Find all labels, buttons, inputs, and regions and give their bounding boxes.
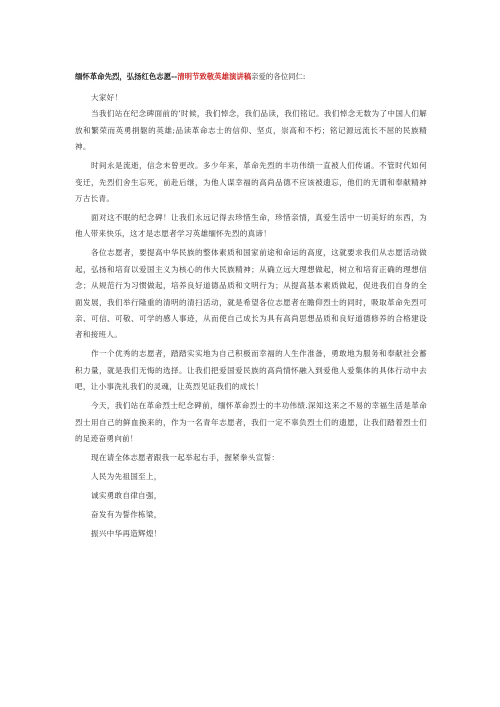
paragraph-7: 现在请全体志愿者跟我一起举起右手，握紧拳头宣誓： — [91, 453, 280, 463]
paragraph-2: 时间永是流逝，信念未曾更改。多少年来，革命先烈的丰功伟绩一直被人们传诵。不管时代如何变迁，先烈们舍生忘死，前赴后继，为他人谋幸福的高尚品德不应该被遗忘，他们的无谓和奉献精神万古长青。 — [75, 161, 427, 204]
document-title — [75, 71, 427, 82]
oath-line-3: 奋发有为誓作栋梁， — [91, 510, 162, 520]
title-salutation: 亲爱的各位同仁: — [251, 72, 306, 81]
oath-line-1: 人民为先祖国至上， — [91, 472, 162, 482]
paragraph-3: 面对这不眠的纪念碑！让我们永远记得去珍惜生命，珍惜亲情，真爱生活中一切美好的东西，为他人带来快乐，这才是志愿者学习英雄缅怀先烈的真谛！ — [75, 213, 427, 239]
oath-line-4: 振兴中华再造辉煌！ — [91, 529, 162, 539]
title-highlight: 清明节致敬英雄演讲稿 — [177, 72, 252, 81]
paragraph-6: 今天，我们站在革命烈士纪念碑前，缅怀革命烈士的丰功伟绩.深知这来之不易的幸福生活是革命烈士用自己的鲜血换来的，作为一名青年志愿者，我们一定不辜负烈士们的遗愿，让我们踏着烈士们的足迹奋勇向前！ — [75, 401, 427, 444]
greeting: 大家好！ — [91, 93, 123, 102]
oath-line-2: 诚实勇敢自律自强， — [91, 491, 162, 501]
paragraph-5: 作一个优秀的志愿者，踏踏实实地为自己积极而幸福的人生作准备，勇敢地为服务和奉献社会蓄积力量，就是我们无悔的选择。让我们把爱国爱民族的高尚情怀融入到爱他人爱集体的具体行动中去吧，让小事洗礼我们的灵魂，让英烈见证我们的成长！ — [75, 349, 427, 392]
paragraph-4: 各位志愿者，要提高中华民族的整体素质和国家前途和命运的高度，这就要求我们从志愿活动做起，弘扬和培育以爱国主义为核心的伟大民族精神；从确立远大理想做起，树立和培育正确的理想信念；从规范行为习惯做起，培养良好道德品质和文明行为；从提高基本素质做起，促进我们自身的全面发展，我们举行隆重的清明的清扫活动，就是希望各位志愿者在瞻仰烈士的同时，吸取革命先烈可亲、可信、可敬、可学的感人事迹，从而使自己成长为具有高尚思想品质和良好道德修养的合格建设者和接班人。 — [75, 248, 427, 340]
paragraph-1: 当我们站在纪念碑面前的’时候，我们悼念，我们品读，我们铭记。我们悼念无数为了中国人们解放和繁荣而英勇捐躯的英雄;品读革命志士的信仰、坚贞，崇高和不朽；铭记源远流长不屈的民族精神。 — [75, 109, 427, 152]
document-page — [75, 71, 427, 545]
title-main: 缅怀革命先烈，弘扬红色志愿-- — [75, 72, 178, 81]
